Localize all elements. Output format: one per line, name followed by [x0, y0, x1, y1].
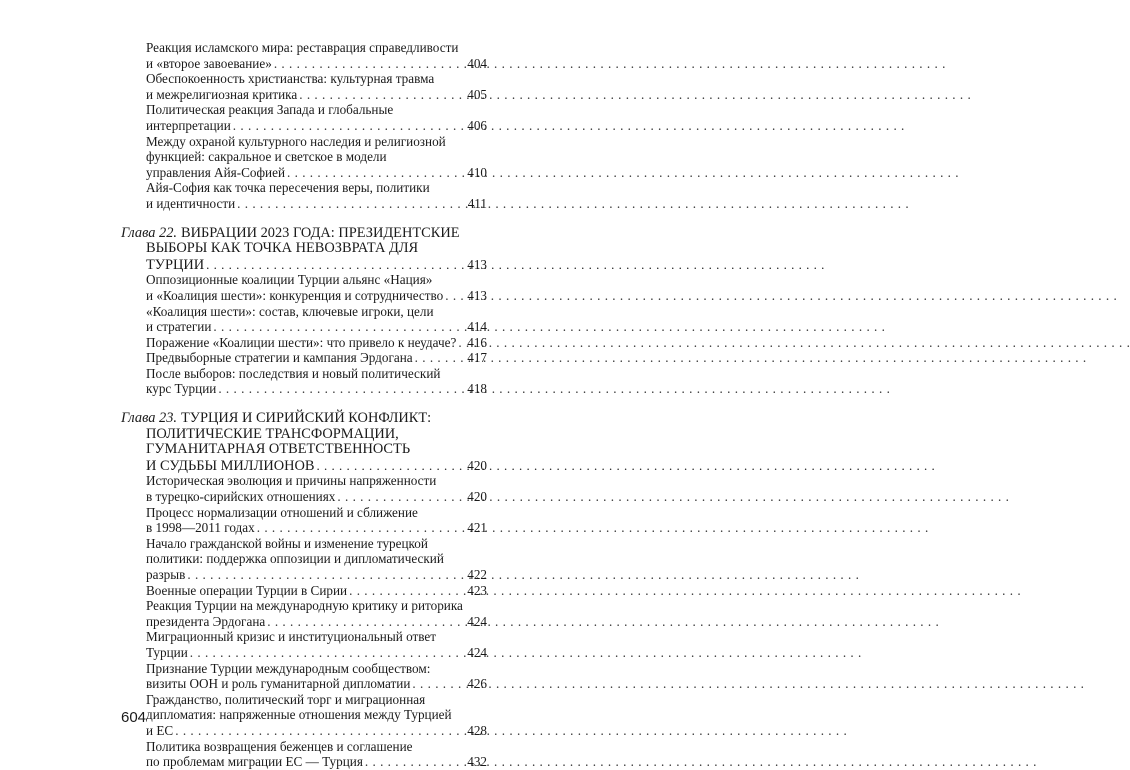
toc-entry[interactable]	[146, 473, 485, 504]
toc-chapter[interactable]	[121, 411, 485, 473]
entry-title-line: После выборов: последствия и новый политический	[146, 365, 441, 381]
entry-page-number: 424	[467, 613, 487, 629]
entry-page-number: 414	[467, 319, 487, 335]
entry-title-line: и межрелигиозная критика	[146, 86, 298, 102]
entry-page-number: 410	[467, 164, 487, 180]
chapter-title-line: ТУРЦИЯ И СИРИЙСКИЙ КОНФЛИКТ:	[181, 410, 432, 427]
entry-title-line: Политическая реакция Запада и глобальные	[146, 102, 394, 118]
entry-page-number: 432	[467, 754, 487, 770]
entry-title-line: в 1998—2011 годах	[146, 520, 255, 536]
entry-title-line: интерпретации	[146, 117, 231, 133]
entry-title-line: и «второе завоевание»	[146, 55, 272, 71]
entry-title-line: Обеспокоенность христианства: культурная травма	[146, 71, 435, 87]
entry-page-number: 418	[467, 381, 487, 397]
toc-entry[interactable]	[146, 180, 485, 211]
entry-title-line: Начало гражданской войны и изменение турецкой	[146, 535, 428, 551]
entry-title-line: Политика возвращения беженцев и соглашение	[146, 738, 413, 754]
toc-entry[interactable]	[146, 692, 485, 739]
toc-entry[interactable]	[146, 598, 485, 629]
entry-title-line: функцией: сакральное и светское в модели	[146, 149, 387, 165]
leader-dots	[211, 319, 475, 335]
entry-title-line: и стратегии	[146, 319, 212, 335]
entry-title-line: Турции	[146, 644, 188, 660]
leader-dots	[235, 196, 475, 212]
entry-page-number: 416	[467, 334, 487, 350]
toc-entry[interactable]	[146, 583, 485, 599]
chapter-title-line: ВИБРАЦИИ 2023 ГОДА: ПРЕЗИДЕНТСКИЕ	[181, 224, 460, 241]
entry-title-line: и идентичности	[146, 195, 236, 211]
entry-page-number: 406	[467, 117, 487, 133]
entry-page-number: 405	[467, 86, 487, 102]
leader-dots	[231, 118, 475, 134]
toc-entry[interactable]	[146, 335, 485, 351]
page-number: 604	[121, 709, 147, 726]
entry-title-line: и «Коалиция шести»: конкуренция и сотрудничество	[146, 287, 444, 303]
toc-entry[interactable]	[146, 102, 485, 133]
entry-page-number: 423	[467, 582, 487, 598]
entry-title-line: Миграционный кризис и институциональный ответ	[146, 629, 437, 645]
entry-title-line: президента Эрдогана	[146, 613, 266, 629]
toc-chapter[interactable]	[121, 226, 485, 273]
leader-dots	[285, 165, 475, 181]
entry-title-line: Историческая эволюция и причины напряженности	[146, 473, 437, 489]
chapter-label: Глава 23.	[121, 410, 177, 427]
toc-entry[interactable]	[146, 272, 485, 303]
chapter-label: Глава 22.	[121, 224, 177, 241]
entry-title-line: Реакция Турции на международную критику и риторика	[146, 598, 463, 614]
entry-title-line: Предвыборные стратегии и кампания Эрдогана	[146, 350, 413, 366]
leader-dots	[335, 489, 475, 505]
toc-entry[interactable]	[146, 71, 485, 102]
toc-entry[interactable]	[146, 661, 485, 692]
entry-page-number: 404	[467, 55, 487, 71]
entry-page-number: 428	[467, 722, 487, 738]
entry-title-line: Поражение «Коалиции шести»: что привело к неудаче?	[146, 334, 457, 350]
chapter-title-line: ПОЛИТИЧЕСКИЕ ТРАНСФОРМАЦИИ,	[146, 425, 399, 442]
entry-title-line: дипломатия: напряженные отношения между Турцией	[146, 707, 452, 723]
entry-title-line: Признание Турции международным сообществом:	[146, 660, 431, 676]
leader-dots	[255, 520, 475, 536]
leader-dots	[173, 723, 475, 739]
entry-title-line: Гражданство, политический торг и миграционная	[146, 691, 426, 707]
toc-entry[interactable]	[146, 40, 485, 71]
toc-entry[interactable]	[146, 304, 485, 335]
entry-title-line: Оппозиционные коалиции Турции альянс «Нация»	[146, 272, 433, 288]
chapter-title-line: ГУМАНИТАРНАЯ ОТВЕТСТВЕННОСТЬ	[146, 441, 411, 458]
table-of-contents	[121, 40, 485, 770]
entry-page-number: 426	[467, 676, 487, 692]
chapter-page-number: 420	[467, 457, 487, 473]
leader-dots	[347, 583, 475, 599]
toc-entry[interactable]	[146, 350, 485, 366]
entry-page-number: 421	[467, 520, 487, 536]
toc-entry[interactable]	[146, 536, 485, 583]
entry-title-line: по проблемам миграции ЕС — Турция	[146, 754, 363, 770]
entry-title-line: и ЕС	[146, 722, 174, 738]
toc-entry[interactable]	[146, 629, 485, 660]
toc-entry[interactable]	[146, 134, 485, 181]
entry-title-line: Военные операции Турции в Сирии	[146, 582, 348, 598]
leader-dots	[297, 87, 475, 103]
toc-entry[interactable]	[146, 739, 485, 770]
entry-page-number: 424	[467, 644, 487, 660]
entry-page-number: 420	[467, 489, 487, 505]
entry-title-line: курс Турции	[146, 381, 217, 397]
entry-page-number: 413	[467, 287, 487, 303]
entry-title-line: Реакция исламского мира: реставрация справедливости	[146, 40, 459, 55]
leader-dots	[265, 614, 475, 630]
entry-title-line: визиты ООН и роль гуманитарной дипломатии	[146, 676, 411, 692]
entry-page-number: 422	[467, 567, 487, 582]
entry-page-number: 411	[467, 195, 487, 211]
entry-title-line: «Коалиция шести»: состав, ключевые игроки, цели	[146, 303, 434, 319]
chapter-page-number: 413	[467, 256, 487, 272]
entry-title-line: Айя-София как точка пересечения веры, политики	[146, 180, 430, 196]
toc-entry[interactable]	[146, 366, 485, 397]
leader-dots	[188, 645, 475, 661]
chapter-title-line: И СУДЬБЫ МИЛЛИОНОВ	[146, 457, 315, 474]
leader-dots	[204, 257, 485, 273]
leader-dots	[185, 567, 475, 583]
leader-dots	[272, 56, 475, 72]
entry-title-line: политики: поддержка оппозиции и дипломатический	[146, 551, 444, 567]
entry-title-line: управления Айя-Софией	[146, 164, 286, 180]
chapter-title-line: ТУРЦИИ	[146, 256, 205, 273]
leader-dots	[216, 381, 475, 397]
entry-title-line: разрыв	[146, 567, 186, 582]
entry-title-line: Процесс нормализации отношений и сближение	[146, 504, 418, 520]
chapter-title-line: ВЫБОРЫ КАК ТОЧКА НЕВОЗВРАТА ДЛЯ	[146, 240, 419, 257]
toc-entry[interactable]	[146, 505, 485, 536]
entry-title-line: в турецко-сирийских отношениях	[146, 489, 336, 505]
entry-page-number: 417	[467, 350, 487, 366]
entry-title-line: Между охраной культурного наследия и религиозной	[146, 133, 446, 149]
